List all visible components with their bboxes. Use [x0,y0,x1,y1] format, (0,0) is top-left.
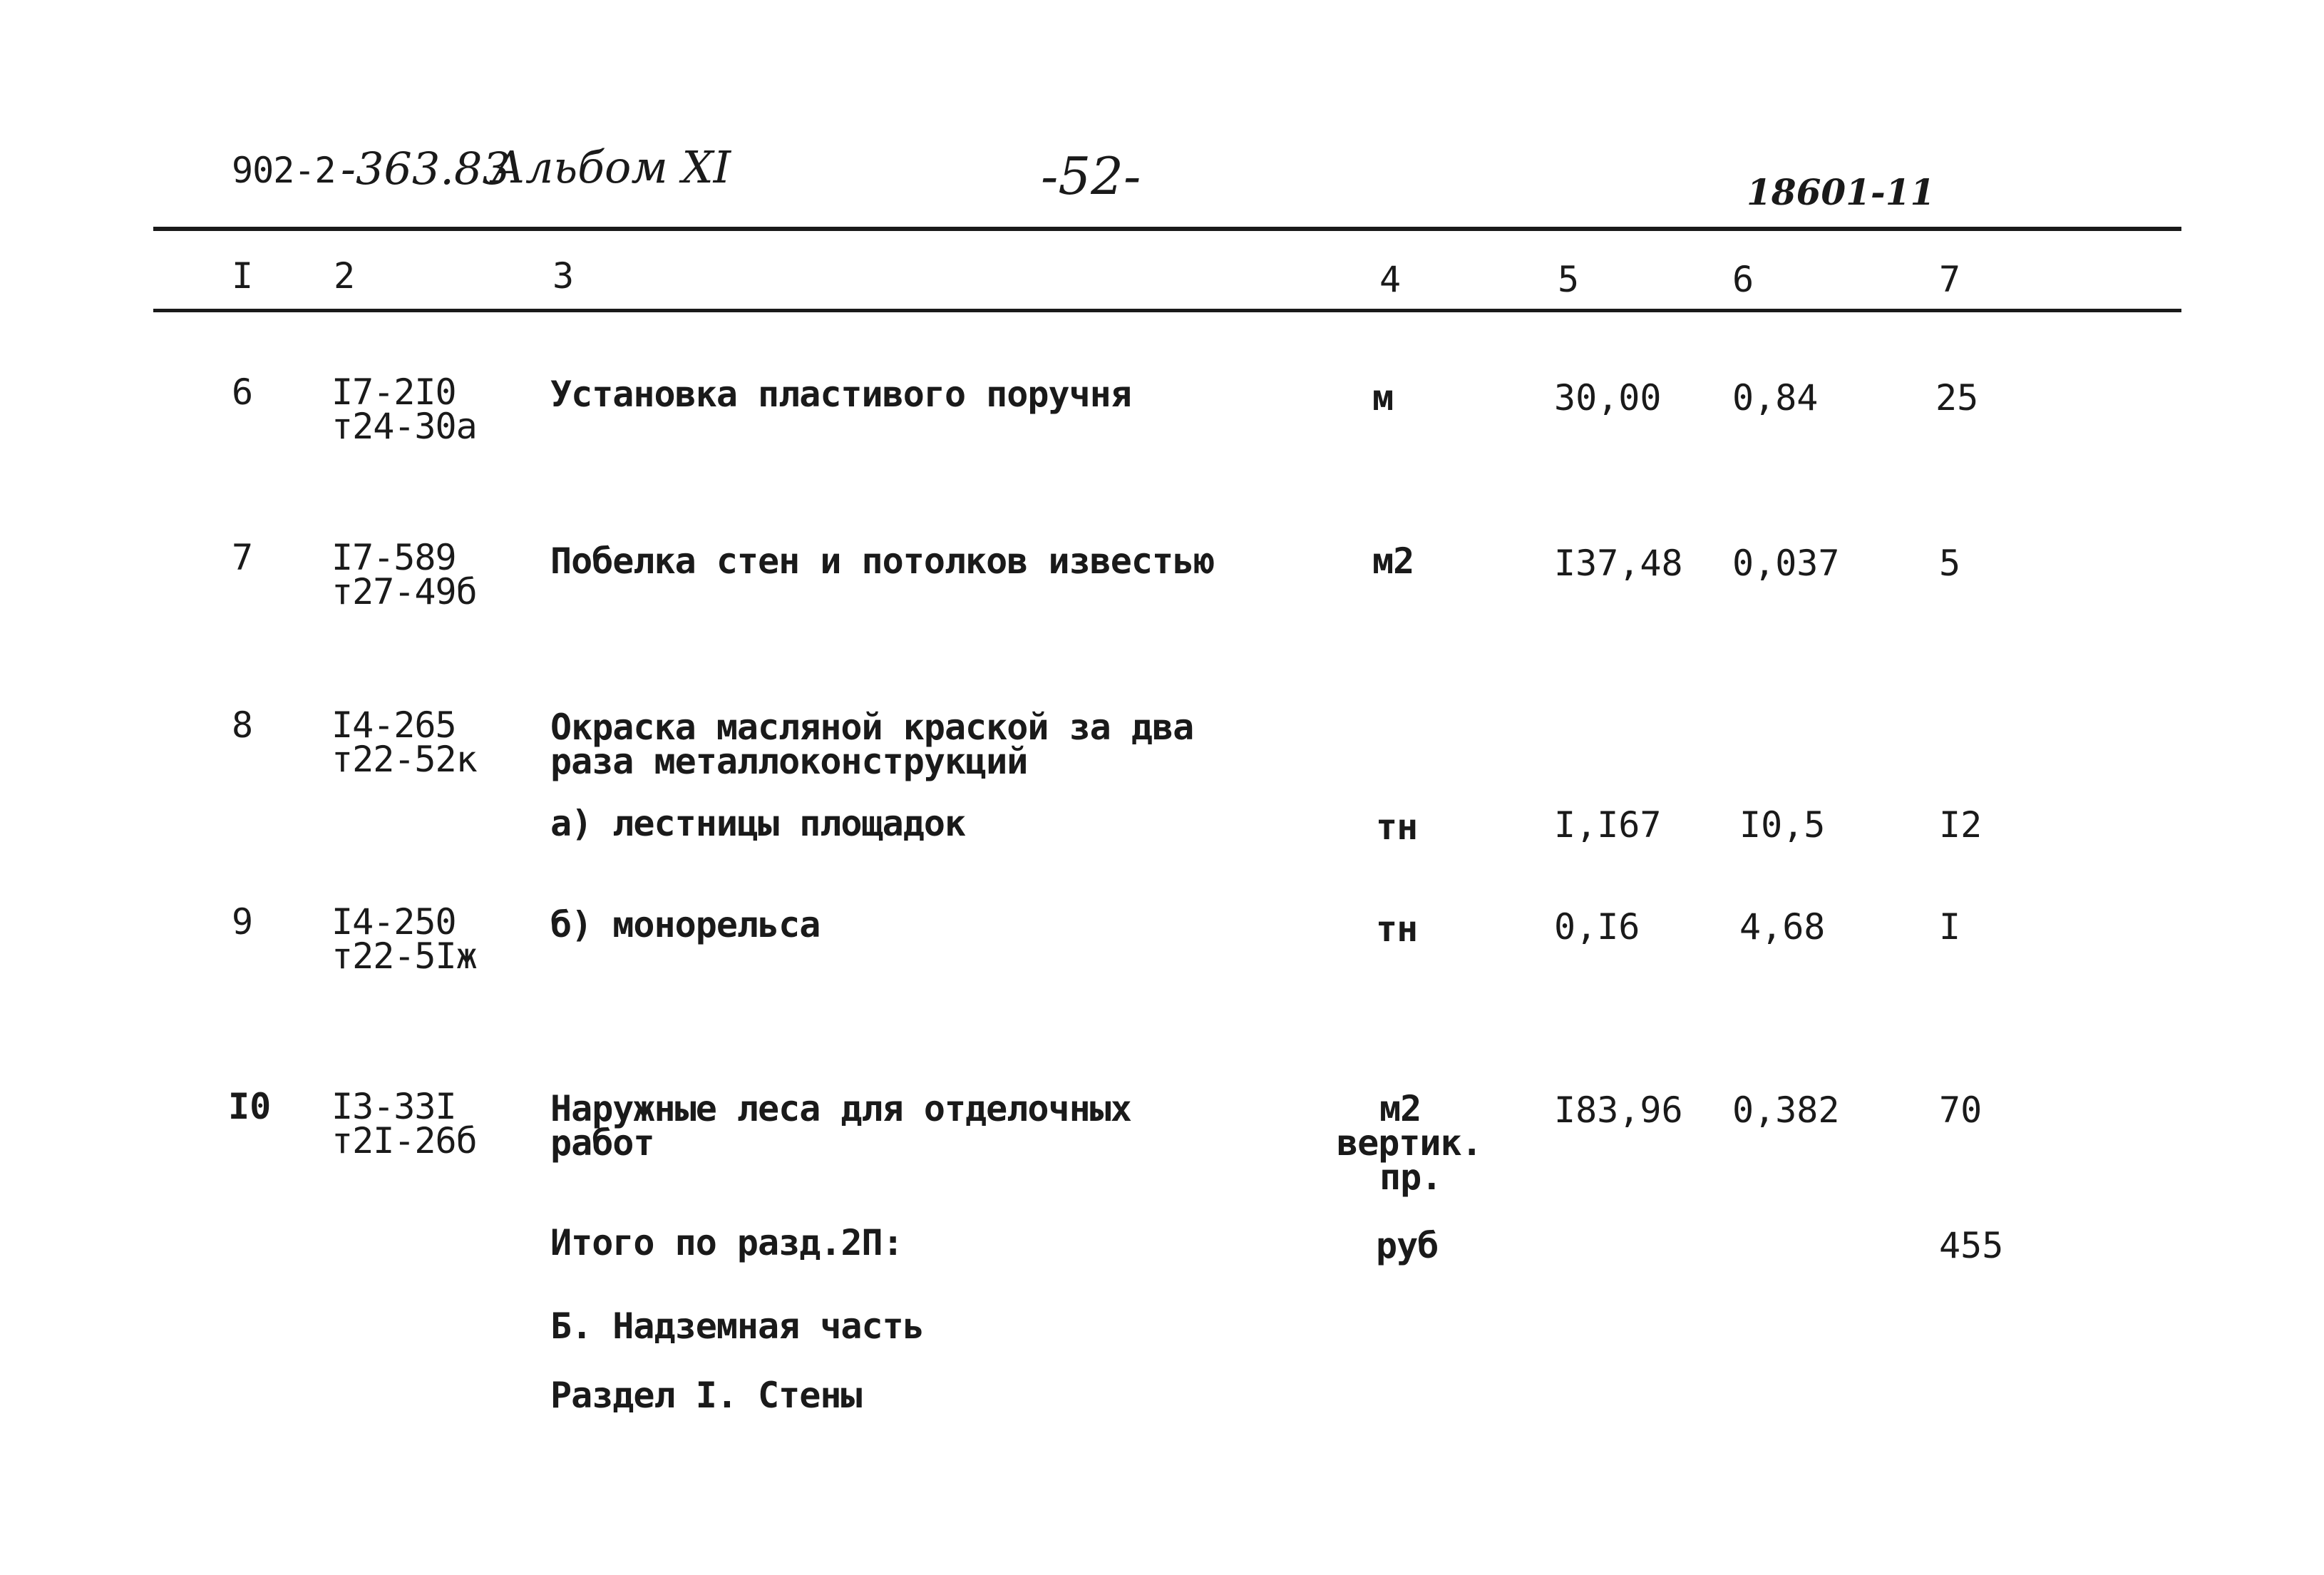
work-description: б) монорельса [550,904,821,945]
column-number: 5 [1558,259,1580,300]
work-description: Побелка стен и потолков известью [550,540,1215,582]
norm-code: I3-33I [331,1086,456,1127]
price-code: т27-49б [331,571,477,612]
album-label: Альбом XI [492,141,731,193]
row-number: 9 [232,901,254,943]
work-description: Окраска масляной краской за два [550,707,1194,748]
norm-code: I4-250 [331,901,456,943]
work-description: Наружные леса для отделочных [550,1088,1131,1129]
unit: м [1372,377,1394,419]
unit-rate: 0,382 [1732,1089,1840,1131]
row-number: I0 [228,1086,272,1127]
unit: руб [1376,1225,1439,1266]
unit-rate: 0,037 [1732,543,1840,584]
unit: тн [1376,908,1418,950]
document-series-handwritten: -363.83 [341,143,510,195]
column-number: 6 [1732,259,1754,300]
column-number: 4 [1379,259,1402,300]
price-code: т24-30а [331,406,477,447]
column-number: 3 [552,255,575,297]
unit: м2 [1379,1088,1421,1129]
row-number: 7 [232,537,254,578]
row-number: 8 [232,704,254,746]
column-number: 2 [334,255,356,297]
work-description: а) лестницы площадок [550,803,966,844]
cost: 70 [1939,1089,1983,1131]
quantity: I37,48 [1554,543,1683,584]
work-description-cont: работ [550,1122,654,1164]
norm-code: I4-265 [331,704,456,746]
row-number: 6 [232,371,254,413]
section-heading: Б. Надземная часть [550,1305,924,1347]
price-code: т2I-26б [331,1120,477,1161]
total-cost: 455 [1939,1225,2004,1266]
unit-rate: 0,84 [1732,377,1819,419]
norm-code: I7-2I0 [331,371,456,413]
total-label: Итого по разд.2П: [550,1222,903,1263]
cost: I [1939,906,1961,948]
page-number: -52- [1041,146,1141,206]
work-description: Установка пластивого поручня [550,374,1131,415]
column-number: I [232,255,254,297]
unit-rate: I0,5 [1739,804,1826,846]
cost: 25 [1935,377,1979,419]
quantity: 30,00 [1554,377,1662,419]
price-code: т22-5Iж [331,935,477,977]
cost: 5 [1939,543,1961,584]
quantity: I,I67 [1554,804,1662,846]
unit-cont: пр. [1379,1156,1442,1198]
section-heading: Раздел I. Стены [550,1375,862,1416]
cost: I2 [1939,804,1983,846]
unit-cont: вертик. [1337,1122,1482,1164]
unit: тн [1376,806,1418,848]
norm-code: I7-589 [331,537,456,578]
unit: м2 [1372,540,1414,582]
unit-rate: 4,68 [1739,906,1826,948]
quantity: I83,96 [1554,1089,1683,1131]
quantity: 0,I6 [1554,906,1640,948]
table-header-rule [153,309,2181,312]
price-code: т22-52к [331,739,477,780]
table-top-rule [153,227,2181,231]
inventory-stamp: 18601-11 [1747,171,1935,213]
document-series: 902-2 [232,150,336,191]
work-description-cont: раза металлоконструкций [550,741,1028,782]
column-number: 7 [1939,259,1961,300]
